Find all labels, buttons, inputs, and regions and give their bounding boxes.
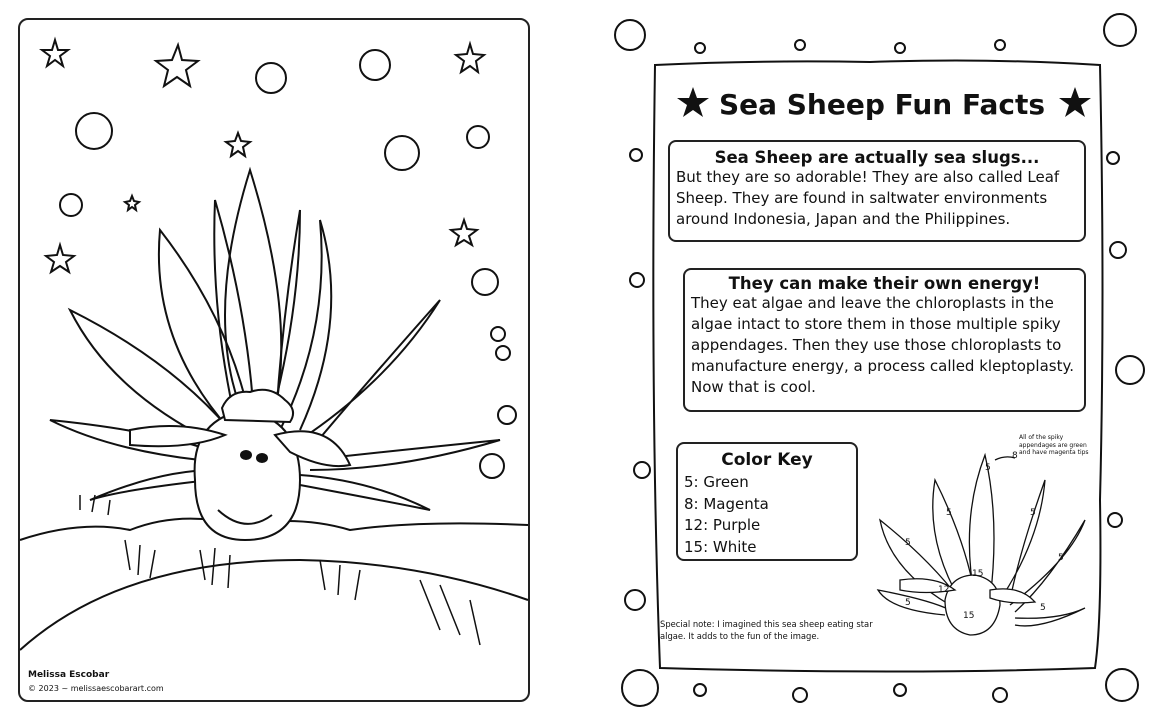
- diagram-label: 5: [1040, 603, 1046, 613]
- fact-line: appendages. Then they use those chloroplasts to: [691, 336, 1062, 354]
- diagram-label: 5: [1030, 508, 1036, 518]
- artist-name: Melissa Escobar: [28, 670, 110, 680]
- page-title: Sea Sheep Fun Facts: [718, 88, 1046, 121]
- diagram-label: 5: [905, 598, 911, 608]
- fact-line: Now that is cool.: [691, 378, 816, 396]
- color-key-heading: Color Key: [721, 450, 813, 470]
- diagram-label: 8: [1012, 451, 1018, 461]
- fact-line: They eat algae and leave the chloroplasts in the: [691, 294, 1054, 312]
- diagram-note: All of the spiky appendages are green and have magenta tips: [1019, 434, 1089, 456]
- diagram-label: 5: [905, 538, 911, 548]
- color-key-item: 12: Purple: [684, 516, 761, 534]
- copyright-text: © 2023 ~ melissaescobarart.com: [28, 684, 164, 693]
- color-key-item: 8: Magenta: [684, 494, 769, 513]
- diagram-label: 12: [938, 585, 950, 595]
- fact-line: Sheep. They are found in saltwater environments: [676, 189, 1048, 207]
- diagram-label: 5: [946, 508, 952, 518]
- fact-heading: They can make their own energy!: [728, 274, 1041, 293]
- fact-heading: Sea Sheep are actually sea slugs...: [714, 148, 1040, 167]
- diagram-label: 15: [972, 569, 984, 579]
- fact-line: But they are so adorable! They are also called Leaf: [676, 168, 1060, 186]
- fact-line: manufacture energy, a process called kleptoplasty.: [691, 357, 1074, 375]
- color-key-item: 15: White: [684, 537, 757, 556]
- diagram-head: [945, 575, 1000, 635]
- diagram-label: 5: [985, 463, 991, 473]
- fact-line: around Indonesia, Japan and the Philippines.: [676, 210, 1011, 228]
- diagram-label: 5: [1058, 553, 1064, 563]
- color-key-item: 5: Green: [684, 473, 749, 491]
- fact-line: algae intact to store them in those multiple spiky: [691, 315, 1061, 333]
- special-note: Special note: I imagined this sea sheep eating star algae. It adds to the fun of the image.: [660, 619, 873, 641]
- diagram-label: 15: [963, 611, 975, 621]
